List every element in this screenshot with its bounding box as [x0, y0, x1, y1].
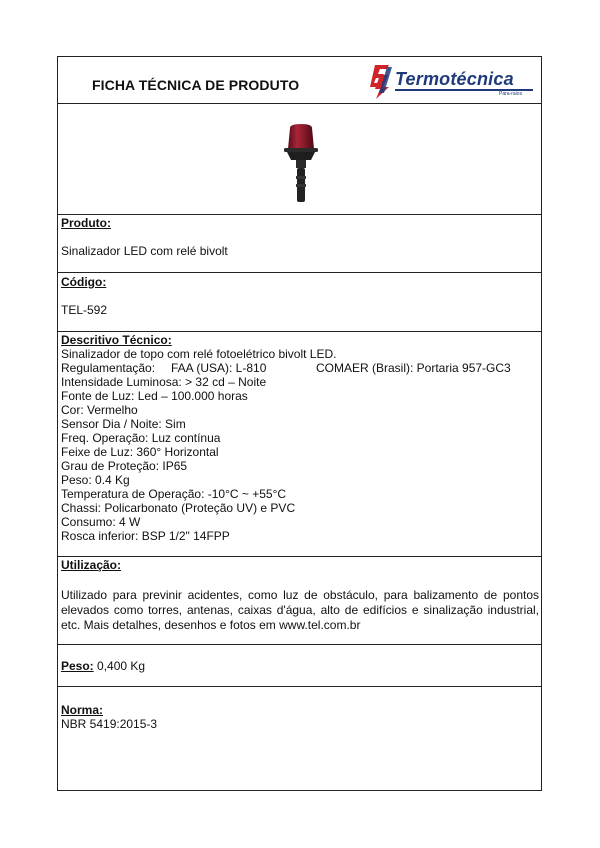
- divider: [57, 644, 542, 645]
- spec-line: Chassi: Policarbonato (Proteção UV) e PVC: [61, 501, 296, 515]
- faa-value: FAA (USA): L-810: [171, 361, 267, 375]
- codigo-label: Código:: [61, 275, 107, 289]
- spec-line: Grau de Proteção: IP65: [61, 459, 188, 473]
- spec-line: Peso: 0.4 Kg: [61, 473, 130, 487]
- descritivo-intro: Sinalizador de topo com relé fotoelétrico bivolt LED.: [61, 347, 337, 361]
- descritivo-label: Descritivo Técnico:: [61, 333, 172, 347]
- comaer-value: COMAER (Brasil): Portaria 957-GC3: [316, 361, 511, 375]
- brand-name: Termotécnica: [395, 69, 514, 89]
- brand-logo: [368, 63, 538, 103]
- spec-line: Freq. Operação: Luz contínua: [61, 431, 221, 445]
- spec-line: Consumo: 4 W: [61, 515, 141, 529]
- divider: [57, 556, 542, 557]
- divider: [57, 272, 542, 273]
- spec-line: Rosca inferior: BSP 1/2" 14FPP: [61, 529, 230, 543]
- descritivo-body: [61, 347, 539, 543]
- divider: [57, 103, 542, 104]
- norma-label: Norma:: [61, 703, 104, 717]
- produto-value: Sinalizador LED com relé bivolt: [61, 244, 228, 258]
- spec-line: Temperatura de Operação: -10°C ~ +55°C: [61, 487, 287, 501]
- utilizacao-text: Utilizado para previnir acidentes, como luz de obstáculo, para balizamento de pontos elevados como torres, antenas, caixas d'água, alto de edifícios e sinalização industrial, etc. Mais detalhes, desenhos e fotos em www.tel.com.br: [61, 588, 539, 632]
- led-beacon-icon: [276, 122, 326, 204]
- peso-label: Peso:: [61, 659, 94, 673]
- spec-line: Fonte de Luz: Led – 100.000 horas: [61, 389, 248, 403]
- spec-line: Feixe de Luz: 360° Horizontal: [61, 445, 219, 459]
- lightning-logo-icon: [368, 63, 394, 99]
- brand-tagline: Pára-raios: [499, 91, 523, 97]
- divider: [57, 331, 542, 332]
- norma-value: NBR 5419:2015-3: [61, 717, 158, 731]
- spec-line: Cor: Vermelho: [61, 403, 138, 417]
- produto-label: Produto:: [61, 216, 111, 230]
- utilizacao-label: Utilização:: [61, 558, 122, 572]
- peso-value: 0,400 Kg: [97, 659, 146, 673]
- divider: [57, 214, 542, 215]
- page-title: FICHA TÉCNICA DE PRODUTO: [92, 77, 300, 93]
- regulamentacao-line: [61, 361, 539, 375]
- spec-line: Sensor Dia / Noite: Sim: [61, 417, 186, 431]
- codigo-value: TEL-592: [61, 303, 108, 317]
- regulamentacao-label: Regulamentação:: [61, 361, 156, 375]
- divider: [57, 686, 542, 687]
- spec-line: Intensidade Luminosa: > 32 cd – Noite: [61, 375, 267, 389]
- peso-line: [61, 659, 145, 673]
